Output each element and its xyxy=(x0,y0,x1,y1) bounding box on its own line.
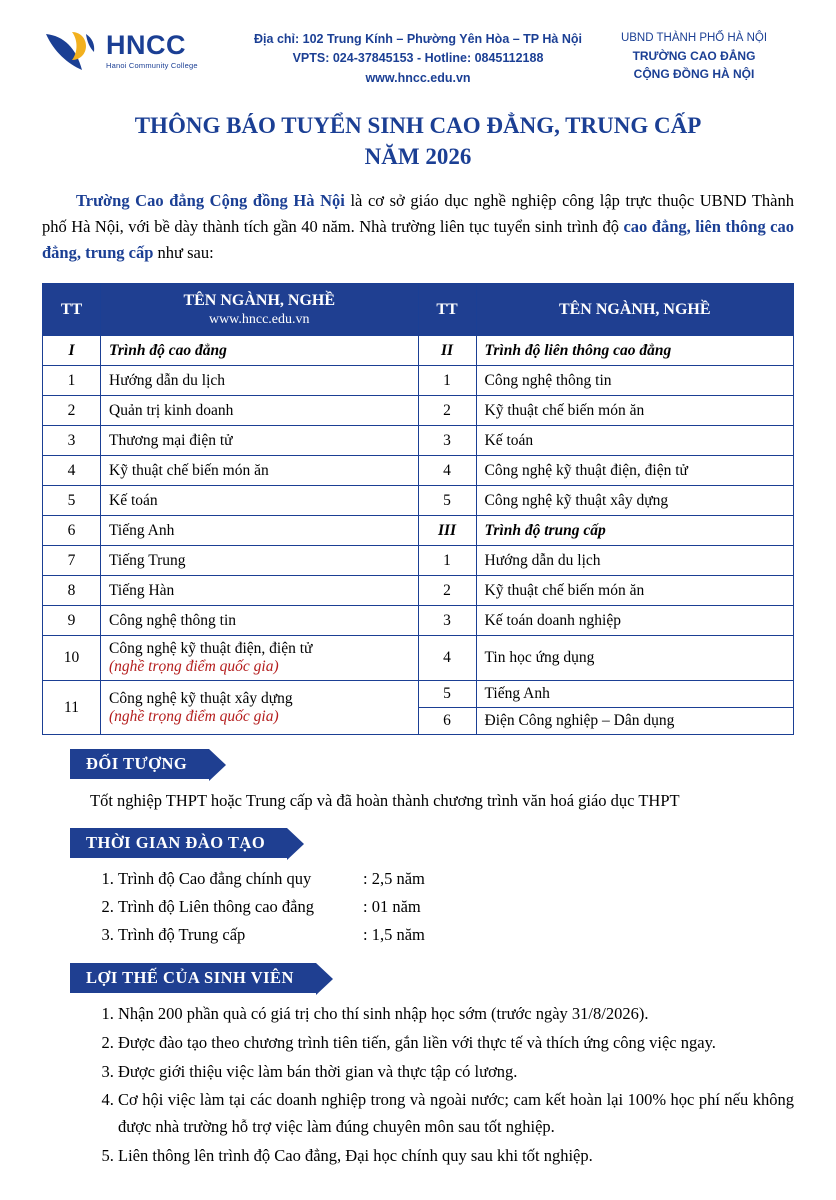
school-name: Trường Cao đẳng Cộng đồng Hà Nội xyxy=(76,191,345,211)
section-ribbon-audience: ĐỐI TƯỢNG xyxy=(70,749,209,779)
col-name-left xyxy=(101,283,419,336)
left-row-6-name: Tiếng Anh xyxy=(101,516,419,546)
left-row-2-num: 2 xyxy=(43,396,101,426)
table-row xyxy=(43,486,794,516)
left-row-3-name: Thương mại điện tử xyxy=(101,426,419,456)
col-tt-left: TT xyxy=(43,283,101,336)
duration-item-1-name: 1. Trình độ Cao đẳng chính quy xyxy=(118,869,312,889)
duration-item-2-name: 2. Trình độ Liên thông cao đẳng xyxy=(118,896,314,916)
right-row-5-num: 5 xyxy=(418,486,476,516)
right-tc-row-5-num: 5 xyxy=(418,681,476,708)
list-item: 2. Được đào tạo theo chương trình tiên tiến, gắn liền với thực tế và thích ứng công việc ngay. xyxy=(118,1030,794,1057)
section-ribbon-duration: THỜI GIAN ĐÀO TẠO xyxy=(70,828,287,858)
school-logo xyxy=(42,28,242,74)
col-tt-right: TT xyxy=(418,283,476,336)
right-tc-row-4-num: 4 xyxy=(418,636,476,681)
right-row-1-num: 1 xyxy=(418,366,476,396)
org-line-3: CỘNG ĐỒNG HÀ NỘI xyxy=(633,67,755,82)
left-row-7-num: 7 xyxy=(43,546,101,576)
right-section-1-label: Trình độ liên thông cao đẳng xyxy=(476,336,794,366)
col-name-right: TÊN NGÀNH, NGHỀ xyxy=(476,283,794,336)
right-tc-row-1-name: Hướng dẫn du lịch xyxy=(476,546,794,576)
left-row-11-name: Công nghệ kỹ thuật xây dựng xyxy=(109,689,293,707)
right-tc-row-2-name: Kỹ thuật chế biến món ăn xyxy=(476,576,794,606)
right-tc-row-3-name: Kế toán doanh nghiệp xyxy=(476,606,794,636)
table-header-row xyxy=(43,283,794,336)
organization-block xyxy=(594,28,794,83)
list-item: 3. Được giới thiệu việc làm bán thời gian và thực tập có lương. xyxy=(118,1059,794,1086)
table-row xyxy=(43,636,794,681)
right-tc-row-6-num: 6 xyxy=(418,708,476,735)
right-tc-row-1-num: 1 xyxy=(418,546,476,576)
list-item: 5. Liên thông lên trình độ Cao đẳng, Đại học chính quy sau khi tốt nghiệp. xyxy=(118,1143,794,1170)
left-row-3-num: 3 xyxy=(43,426,101,456)
advantages-list xyxy=(42,1001,794,1169)
left-row-10-note: (nghề trọng điểm quốc gia) xyxy=(109,658,279,676)
majors-table-body xyxy=(43,336,794,735)
right-section-2-label: Trình độ trung cấp xyxy=(476,516,794,546)
left-row-11-num: 11 xyxy=(43,681,101,735)
document-header xyxy=(42,28,794,88)
left-row-10-name: Công nghệ kỹ thuật điện, điện tử xyxy=(109,640,313,658)
left-row-6-num: 6 xyxy=(43,516,101,546)
list-item xyxy=(118,922,794,949)
left-row-9-name: Công nghệ thông tin xyxy=(101,606,419,636)
org-line-1: UBND THÀNH PHỐ HÀ NỘI xyxy=(620,32,768,44)
table-row xyxy=(43,426,794,456)
table-row xyxy=(43,366,794,396)
table-row xyxy=(43,396,794,426)
duration-item-3-name: 3. Trình độ Trung cấp xyxy=(118,924,246,944)
right-tc-row-2-num: 2 xyxy=(418,576,476,606)
intro-text-1: là cơ sở giáo dục nghề nghiệp công lập trực thuộc UBND Thành phố Hà Nội, với bề dày thành tích gần 40 năm. Nhà trường liên tục tuyển sinh trình độ xyxy=(42,191,794,237)
left-row-11-note: (nghề trọng điểm quốc gia) xyxy=(109,707,279,725)
website-link[interactable]: www.hncc.edu.vn xyxy=(365,70,471,85)
left-row-10-cell xyxy=(101,636,419,681)
table-row xyxy=(43,606,794,636)
page-title xyxy=(42,110,794,172)
right-row-2-num: 2 xyxy=(418,396,476,426)
list-item: 1. Nhận 200 phần quà có giá trị cho thí sinh nhập học sớm (trước ngày 31/8/2026). xyxy=(118,1001,794,1028)
table-row xyxy=(43,516,794,546)
left-row-5-num: 5 xyxy=(43,486,101,516)
left-row-10-num: 10 xyxy=(43,636,101,681)
majors-table xyxy=(42,283,794,736)
audience-text: Tốt nghiệp THPT hoặc Trung cấp và đã hoàn thành chương trình văn hoá giáo dục THPT xyxy=(90,791,680,811)
contact-block xyxy=(252,28,584,88)
left-row-7-name: Tiếng Trung xyxy=(101,546,419,576)
left-row-2-name: Quản trị kinh doanh xyxy=(101,396,419,426)
left-row-1-name: Hướng dẫn du lịch xyxy=(101,366,419,396)
right-row-4-num: 4 xyxy=(418,456,476,486)
right-row-3-num: 3 xyxy=(418,426,476,456)
list-item xyxy=(118,894,794,921)
right-tc-row-4-name: Tin học ứng dụng xyxy=(476,636,794,681)
list-item: 4. Cơ hội việc làm tại các doanh nghiệp trong và ngoài nước; cam kết hoàn lại 100% học phí nếu không được nhà trường hỗ trợ việc làm đúng chuyên môn sau tốt nghiệp. xyxy=(118,1087,794,1140)
table-row xyxy=(43,681,794,708)
intro-text-2: như sau: xyxy=(153,243,214,263)
left-row-1-num: 1 xyxy=(43,366,101,396)
right-tc-row-5-name: Tiếng Anh xyxy=(476,681,794,708)
duration-item-3-value: : 1,5 năm xyxy=(363,924,425,944)
left-row-5-name: Kế toán xyxy=(101,486,419,516)
left-row-9-num: 9 xyxy=(43,606,101,636)
phone-line: VPTS: 024-37845153 - Hotline: 0845112188 xyxy=(292,51,544,66)
right-section-2-num: III xyxy=(418,516,476,546)
col-name-left-website[interactable]: www.hncc.edu.vn xyxy=(208,311,310,327)
majors-table-head xyxy=(43,283,794,336)
address-line: Địa chỉ: 102 Trung Kính – Phường Yên Hòa – TP Hà Nội xyxy=(254,32,582,46)
left-section-num: I xyxy=(43,336,101,366)
table-row xyxy=(43,456,794,486)
right-tc-row-3-num: 3 xyxy=(418,606,476,636)
left-row-8-num: 8 xyxy=(43,576,101,606)
right-tc-row-6-name: Điện Công nghiệp – Dân dụng xyxy=(476,708,794,735)
intro-paragraph xyxy=(42,188,794,266)
left-section-label: Trình độ cao đẳng xyxy=(101,336,419,366)
col-name-left-text: TÊN NGÀNH, NGHỀ xyxy=(183,291,336,309)
table-row xyxy=(43,546,794,576)
logo-subtitle: Hanoi Community College xyxy=(106,61,198,71)
table-row xyxy=(43,576,794,606)
right-row-3-name: Kế toán xyxy=(476,426,794,456)
right-row-4-name: Công nghệ kỹ thuật điện, điện tử xyxy=(476,456,794,486)
hncc-logo-icon xyxy=(42,28,98,74)
right-section-1-num: II xyxy=(418,336,476,366)
right-row-5-name: Công nghệ kỹ thuật xây dựng xyxy=(476,486,794,516)
intro-levels: cao đẳng, liên thông cao đẳng, trung cấp xyxy=(42,217,794,263)
list-item xyxy=(118,866,794,893)
table-row xyxy=(43,336,794,366)
left-row-11-cell xyxy=(101,681,419,735)
right-row-1-name: Công nghệ thông tin xyxy=(476,366,794,396)
title-line-1: THÔNG BÁO TUYỂN SINH CAO ĐẲNG, TRUNG CẤP xyxy=(134,113,702,139)
org-line-2: TRƯỜNG CAO ĐẲNG xyxy=(632,49,756,64)
duration-item-1-value: : 2,5 năm xyxy=(363,869,425,889)
duration-item-2-value: : 01 năm xyxy=(363,896,421,916)
left-row-4-num: 4 xyxy=(43,456,101,486)
left-row-8-name: Tiếng Hàn xyxy=(101,576,419,606)
logo-wordmark xyxy=(106,32,198,70)
title-line-2: NĂM 2026 xyxy=(364,144,472,170)
duration-list xyxy=(42,866,794,948)
right-row-2-name: Kỹ thuật chế biến món ăn xyxy=(476,396,794,426)
left-row-4-name: Kỹ thuật chế biến món ăn xyxy=(101,456,419,486)
logo-name: HNCC xyxy=(106,30,186,61)
section-ribbon-advantages: LỢI THẾ CỦA SINH VIÊN xyxy=(70,963,316,993)
